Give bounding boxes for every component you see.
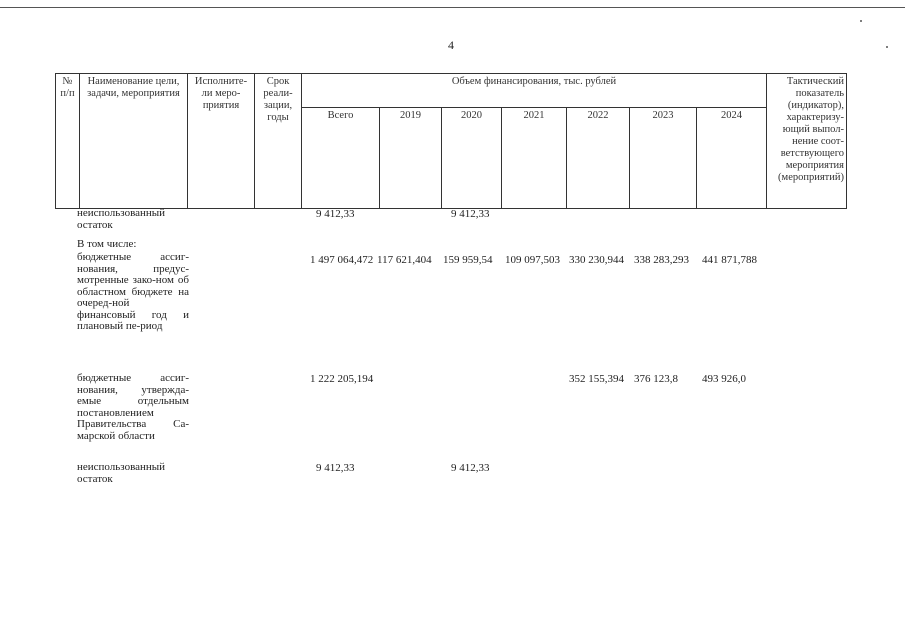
header-2024: 2024 bbox=[697, 108, 767, 209]
header-2020: 2020 bbox=[442, 108, 502, 209]
scan-speck bbox=[860, 20, 862, 22]
row-subheading: В том числе: bbox=[77, 238, 137, 250]
row-2022: 330 230,944 bbox=[569, 254, 624, 266]
row-2023: 376 123,8 bbox=[634, 373, 678, 385]
header-2019: 2019 bbox=[380, 108, 442, 209]
row-2020: 159 959,54 bbox=[443, 254, 493, 266]
row-total: 1 497 064,472 bbox=[310, 254, 374, 266]
row-2024: 493 926,0 bbox=[702, 373, 746, 385]
header-financing: Объем финансирования, тыс. рублей bbox=[302, 74, 767, 108]
header-number: № п/п bbox=[56, 74, 80, 209]
header-2021: 2021 bbox=[502, 108, 567, 209]
row-name: бюджетные ассиг-нования, предус-мотренные зако-ном об областном бюджете на очеред-ной финансовый год и плановый пе-риод bbox=[77, 251, 189, 332]
financing-table-header bbox=[55, 73, 847, 209]
row-2021: 109 097,503 bbox=[505, 254, 560, 266]
header-2022: 2022 bbox=[567, 108, 630, 209]
header-executor: Исполните-ли меро-приятия bbox=[188, 74, 255, 209]
row-total: 9 412,33 bbox=[316, 462, 355, 474]
row-name: бюджетные ассиг-нования, утвержда-емые отдельным постановлением Правительства Са-марской области bbox=[77, 372, 189, 442]
row-2023: 338 283,293 bbox=[634, 254, 689, 266]
row-name: неиспользованный остаток bbox=[77, 207, 166, 231]
row-name: неиспользованный остаток bbox=[77, 461, 166, 485]
header-2023: 2023 bbox=[630, 108, 697, 209]
header-indicator: Тактический показатель (индикатор), характеризу-ющий выпол-нение соот-ветствующего мероприятия (мероприятий) bbox=[767, 74, 847, 209]
row-2020: 9 412,33 bbox=[451, 208, 490, 220]
row-2024: 441 871,788 bbox=[702, 254, 757, 266]
row-2022: 352 155,394 bbox=[569, 373, 624, 385]
scan-speck bbox=[886, 46, 888, 48]
header-total: Всего bbox=[302, 108, 380, 209]
row-total: 1 222 205,194 bbox=[310, 373, 374, 385]
header-name: Наименование цели, задачи, мероприятия bbox=[80, 74, 188, 209]
row-2020: 9 412,33 bbox=[451, 462, 490, 474]
row-2019: 117 621,404 bbox=[377, 254, 432, 266]
page-number: 4 bbox=[448, 38, 454, 52]
row-total: 9 412,33 bbox=[316, 208, 355, 220]
scan-border-line bbox=[0, 7, 905, 8]
header-term: Срок реали-зации, годы bbox=[255, 74, 302, 209]
